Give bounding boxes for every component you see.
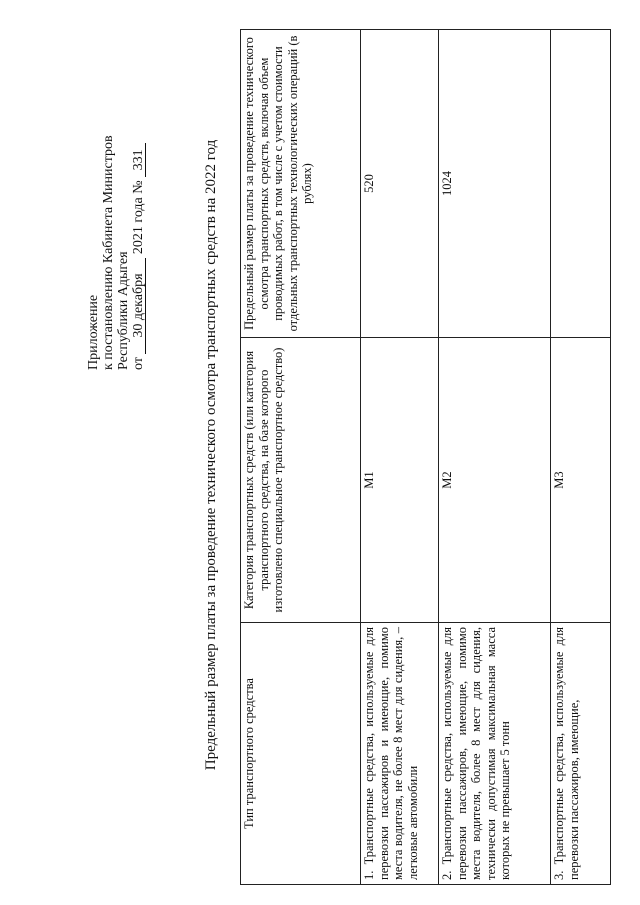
row-price: 1024 bbox=[439, 30, 551, 338]
row-type: 2. Транспортные средства, используемые для перевозки пассажиров, имеющие, помимо места водителя, более 8 мест для сидения, технически допустимая максимальная масса которых не превышает 5 тонн bbox=[439, 623, 551, 885]
decree-date-line bbox=[131, 40, 146, 370]
header-category: Категория транспортных средств (или категория транспортного средства, на базе которого изготовлено специальное транспортное средство) bbox=[241, 338, 361, 623]
date-day-month bbox=[132, 258, 146, 354]
fees-table bbox=[240, 29, 611, 885]
doc-number: 331 bbox=[132, 143, 146, 177]
row-price bbox=[551, 30, 611, 338]
row-type: 3. Транспортные средства, используемые для перевозки пассажиров, имеющие, bbox=[551, 623, 611, 885]
table-row bbox=[361, 30, 439, 885]
date-prefix: от bbox=[131, 357, 146, 370]
table-row bbox=[439, 30, 551, 885]
date-year: 2021 года № bbox=[131, 180, 146, 255]
row-category: M3 bbox=[551, 338, 611, 623]
row-category: M2 bbox=[439, 338, 551, 623]
table-row bbox=[551, 30, 611, 885]
row-category: M1 bbox=[361, 338, 439, 623]
header-price: Предельный размер платы за проведение технического осмотра транспортных средств, включая объем проводимых работ, в том числе с учетом стоимости отдельных транспортных технологических операций (в рублях) bbox=[241, 30, 361, 338]
table-header-row bbox=[241, 30, 361, 885]
date-month: декабря bbox=[131, 273, 146, 321]
date-day: 30 bbox=[131, 323, 146, 338]
row-price: 520 bbox=[361, 30, 439, 338]
decree-reference: к постановлению Кабинета Министров bbox=[101, 135, 116, 370]
row-type: 1. Транспортные средства, используемые для перевозки пассажиров и имеющие, помимо места водителя, не более 8 мест для сидения, – легковые автомобили bbox=[361, 623, 439, 885]
issuer-name: Республики Адыгея bbox=[116, 251, 131, 370]
appendix-label: Приложение bbox=[86, 294, 101, 370]
document-header bbox=[86, 40, 146, 370]
header-type: Тип транспортного средства bbox=[241, 623, 361, 885]
document-title: Предельный размер платы за проведение технического осмотра транспортных средств на 2022 год bbox=[203, 139, 219, 771]
